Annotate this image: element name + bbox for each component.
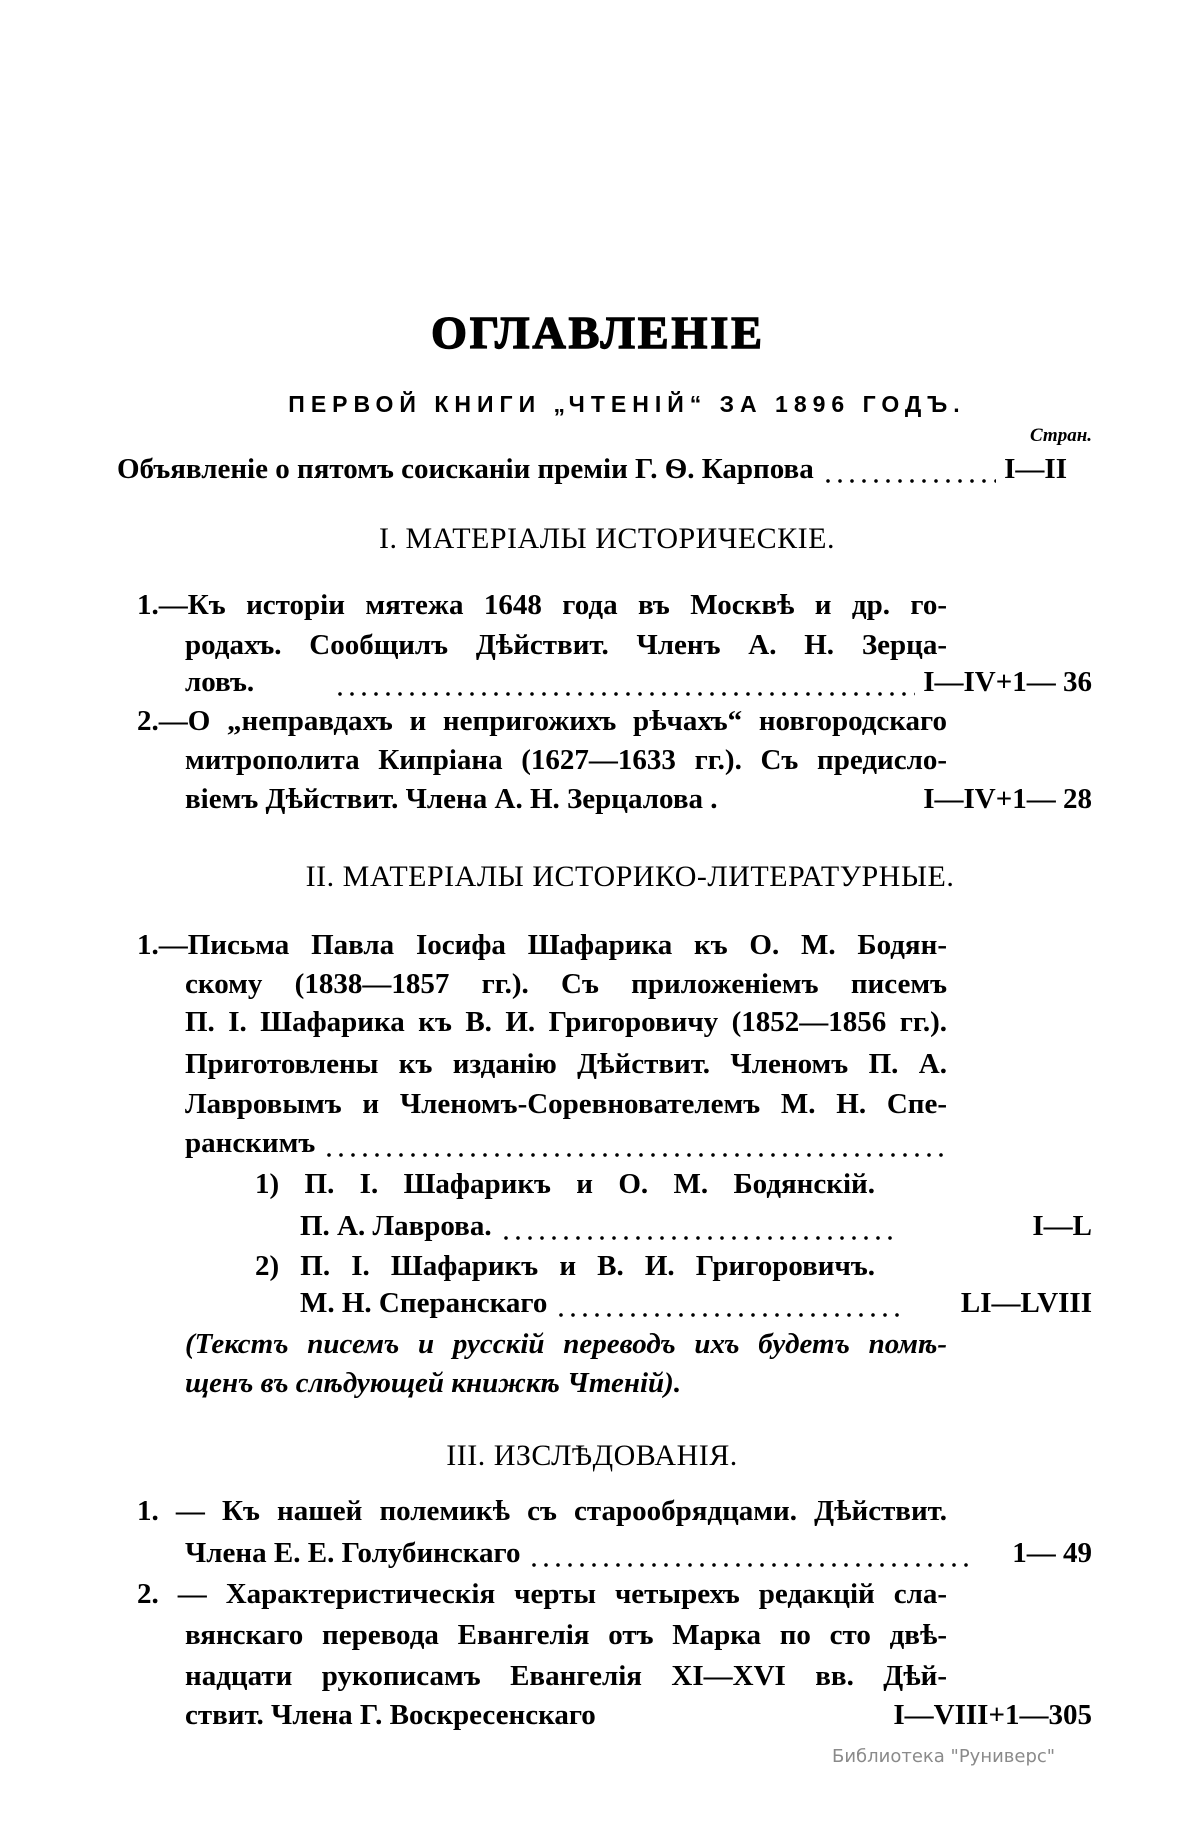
section-heading: II. МАТЕРІАЛЫ ИСТОРИКО-ЛИТЕРАТУРНЫЕ. <box>305 860 955 893</box>
entry-line: родахъ. Сообщилъ Дѣйствит. Членъ А. Н. Зерца- <box>185 629 947 661</box>
subentry-line: 2) П. І. Шафарикъ и В. И. Григоровичъ. <box>255 1250 875 1282</box>
entry-text: Члена Е. Е. Голубинскаго <box>185 1537 521 1569</box>
entry-line: 1.—Къ исторіи мятежа 1648 года въ Москвѣ и др. го- <box>137 589 947 621</box>
page-range: I—VIII+1—305 <box>893 1699 1092 1731</box>
subentry-line: 1) П. І. Шафарикъ и О. М. Бодянскій. <box>255 1168 875 1200</box>
page-range: I—IV+1— 28 <box>923 783 1092 815</box>
section-heading: I. МАТЕРІАЛЫ ИСТОРИЧЕСКІЕ. <box>379 522 835 555</box>
library-watermark: Библиотека "Руниверс" <box>832 1746 1056 1767</box>
entry-line <box>185 662 1092 702</box>
entry-text: ствит. Члена Г. Воскресенскаго <box>185 1699 596 1731</box>
dot-leader <box>555 1283 901 1323</box>
dot-leader <box>323 1123 947 1163</box>
entry-line: 2. — Характеристическія черты четырехъ редакцій сла- <box>137 1578 947 1610</box>
page-range: I—L <box>1032 1210 1092 1242</box>
entry-text: віемъ Дѣйствит. Члена А. Н. Зерцалова . <box>185 783 718 815</box>
entry-text: ловъ. <box>185 666 255 698</box>
entry-text: М. Н. Сперанскаго <box>300 1287 548 1319</box>
dot-leader <box>334 662 915 702</box>
entry-line: вянскаго перевода Евангелія отъ Марка по сто двѣ- <box>185 1619 947 1651</box>
dot-leader <box>822 449 996 489</box>
note-line: щенъ въ слѣдующей книжкѣ Чтеній). <box>185 1367 682 1399</box>
entry-line: митрополита Кипріана (1627—1633 гг.). Съ предисло- <box>185 744 947 776</box>
subentry-line <box>300 1206 1092 1246</box>
page-range: 1— 49 <box>1012 1537 1092 1569</box>
note-line: (Текстъ писемъ и русскій переводъ ихъ будетъ помѣ- <box>185 1328 947 1360</box>
entry-text: Объявленіе о пятомъ соисканіи преміи Г. Ѳ. Карпова <box>117 453 814 485</box>
page-range: I—II <box>1004 453 1067 485</box>
entry-line: надцати рукописамъ Евангелія XI—XVI вв. Дѣй- <box>185 1660 947 1692</box>
entry-line: 2.—О „неправдахъ и непригожихъ рѣчахъ“ новгородскаго <box>137 705 947 737</box>
entry-text: ранскимъ <box>185 1127 316 1159</box>
announcement-entry <box>117 449 1067 489</box>
page-subtitle: ПЕРВОЙ КНИГИ „ЧТЕНІЙ“ ЗА 1896 ГОДЪ. <box>288 391 966 417</box>
entry-line: 1.—Письма Павла Іосифа Шафарика къ О. М. Бодян- <box>137 929 947 961</box>
pages-column-label: Стран. <box>1029 425 1092 446</box>
entry-line: Лавровымъ и Членомъ-Соревнователемъ М. Н. Спе- <box>185 1088 947 1120</box>
dot-leader <box>500 1206 893 1246</box>
entry-line: П. І. Шафарика къ В. И. Григоровичу (1852—1856 гг.). <box>185 1006 947 1038</box>
section-heading: III. ИЗСЛѢДОВАНІЯ. <box>446 1439 738 1472</box>
entry-line <box>185 779 1092 819</box>
entry-line: 1. — Къ нашей полемикѣ съ старообрядцами. Дѣйствит. <box>137 1495 947 1527</box>
entry-line <box>185 1533 1092 1573</box>
entry-line <box>185 1123 947 1163</box>
page-range: I—IV+1— 36 <box>923 666 1092 698</box>
entry-line: Приготовлены къ изданію Дѣйствит. Членомъ П. А. <box>185 1048 947 1080</box>
page-range: LI—LVIII <box>960 1287 1092 1319</box>
dot-leader <box>528 1533 972 1573</box>
subentry-line <box>300 1283 1092 1323</box>
entry-line <box>185 1695 1092 1735</box>
entry-line: скому (1838—1857 гг.). Съ приложеніемъ писемъ <box>185 968 947 1000</box>
page-title: ОГЛАВЛЕНІЕ <box>431 307 765 358</box>
entry-text: П. А. Лаврова. <box>300 1210 492 1242</box>
